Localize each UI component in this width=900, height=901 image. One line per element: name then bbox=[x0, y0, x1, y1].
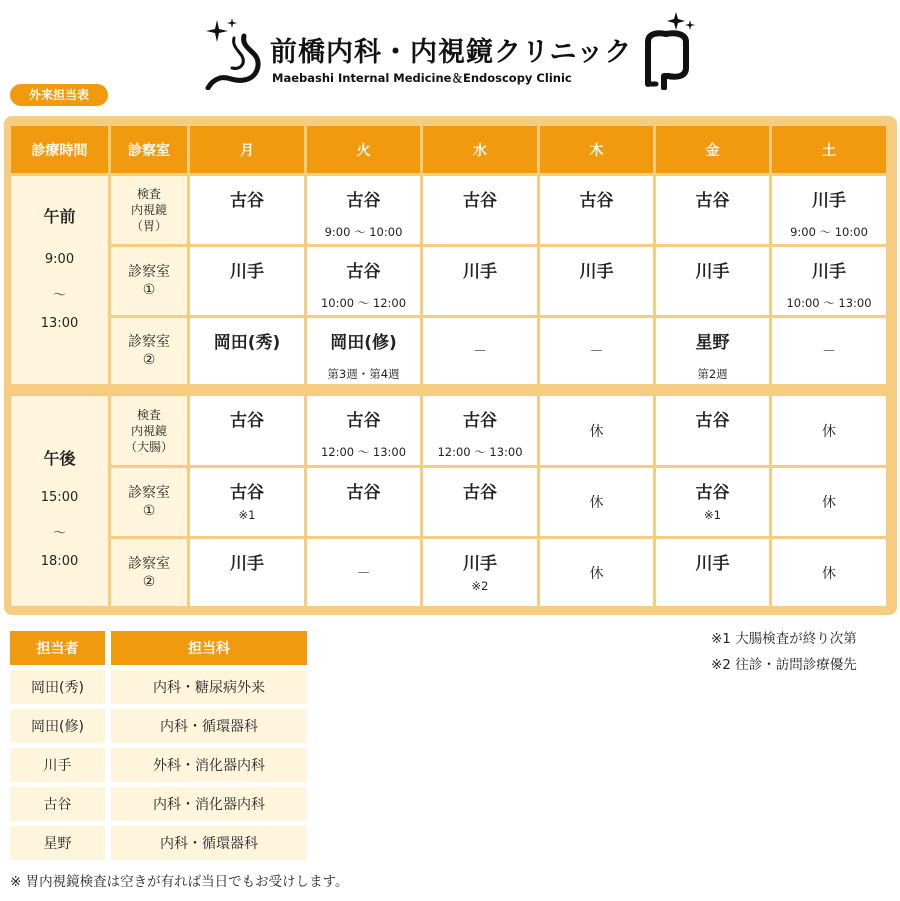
time-range: 第3週・第4週 bbox=[327, 367, 400, 381]
afternoon-period bbox=[11, 396, 108, 606]
room-label bbox=[111, 468, 187, 536]
morning-row2-sat bbox=[772, 247, 886, 315]
section-label: 外来担当表 bbox=[10, 84, 108, 106]
morning-room-1 bbox=[111, 176, 187, 244]
doctor-name: 川手 bbox=[230, 262, 264, 282]
header-day-mon: 月 bbox=[190, 126, 304, 173]
time-range: 9:00 ～ 10:00 bbox=[324, 225, 403, 239]
header-room: 診察室 bbox=[111, 126, 187, 173]
footnote-2: ※2 往診・訪問診療優先 bbox=[711, 657, 857, 673]
staff-dept: 内科・循環器科 bbox=[111, 709, 307, 743]
doctor-name: 古谷 bbox=[346, 262, 381, 282]
time-range: 12:00 ～ 13:00 bbox=[437, 445, 523, 459]
staff-dept: 外科・消化器内科 bbox=[111, 748, 307, 782]
clinic-name-english: Maebashi Internal Medicine＆Endoscopy Clinic bbox=[272, 71, 572, 85]
afternoon-row3-sat bbox=[772, 539, 886, 606]
afternoon-row3-wed bbox=[423, 539, 537, 606]
note-mark: ※1 bbox=[704, 508, 721, 522]
doctor-name: 川手 bbox=[579, 262, 614, 282]
staff-person: 古谷 bbox=[10, 787, 105, 821]
staff-header-dept: 担当科 bbox=[111, 631, 307, 665]
room-label bbox=[111, 539, 187, 606]
room-label bbox=[111, 176, 187, 244]
time-range: 10:00 ～ 12:00 bbox=[320, 296, 407, 310]
doctor-name: 古谷 bbox=[695, 483, 730, 503]
room-label-line: 検査 bbox=[136, 407, 161, 422]
footnote-1: ※1 大腸検査が終り次第 bbox=[711, 631, 857, 647]
morning-row1-mon bbox=[190, 176, 304, 244]
room-label-line: ① bbox=[142, 282, 156, 298]
doctor-name: 川手 bbox=[812, 191, 846, 211]
afternoon-row2-fri bbox=[656, 468, 769, 536]
morning-room-2 bbox=[111, 247, 187, 315]
afternoon-row2-thu bbox=[540, 468, 653, 536]
room-label-line: ② bbox=[142, 352, 156, 368]
morning-row1-wed bbox=[423, 176, 537, 244]
clinic-logo bbox=[200, 10, 700, 94]
morning-row3-mon bbox=[190, 318, 304, 384]
header-day-wed: 水 bbox=[423, 126, 537, 173]
time-range: 第2週 bbox=[697, 367, 728, 381]
staff-dept: 内科・糖尿病外来 bbox=[111, 670, 307, 704]
room-label-line: ② bbox=[142, 573, 156, 590]
staff-header-person: 担当者 bbox=[10, 631, 105, 665]
no-service-dash: － bbox=[473, 344, 487, 360]
afternoon-row2-mon bbox=[190, 468, 304, 536]
doctor-name: 古谷 bbox=[695, 191, 730, 211]
morning-row2-mon bbox=[190, 247, 304, 315]
doctor-name: 川手 bbox=[463, 262, 497, 282]
note-mark: ※1 bbox=[238, 508, 256, 522]
afternoon-row1-mon bbox=[190, 396, 304, 465]
footnote-bottom: ※ 胃内視鏡検査は空きが有れば当日でもお受けします。 bbox=[10, 874, 349, 890]
room-label-line: 診察室 bbox=[128, 485, 170, 501]
afternoon-row2-wed bbox=[423, 468, 537, 536]
afternoon-row1-tue bbox=[307, 396, 420, 465]
morning-row1-fri bbox=[656, 176, 769, 244]
doctor-name: 岡田(修) bbox=[330, 333, 397, 353]
room-label-line: 検査 bbox=[136, 187, 161, 201]
afternoon-label: 午後 bbox=[43, 449, 76, 468]
closed-label: 休 bbox=[822, 495, 836, 511]
morning-row2-fri bbox=[656, 247, 769, 315]
staff-person: 星野 bbox=[10, 826, 105, 860]
afternoon-row2-sat bbox=[772, 468, 886, 536]
morning-row3-fri bbox=[656, 318, 769, 384]
staff-dept: 内科・消化器内科 bbox=[111, 787, 307, 821]
afternoon-start: 15:00 bbox=[40, 490, 79, 505]
doctor-name: 古谷 bbox=[463, 191, 497, 211]
room-label-line: （大腸） bbox=[124, 439, 173, 454]
closed-label: 休 bbox=[589, 565, 604, 582]
doctor-name: 川手 bbox=[463, 554, 497, 574]
intestine-icon bbox=[638, 28, 696, 90]
stomach-icon bbox=[204, 32, 268, 90]
doctor-name: 古谷 bbox=[463, 483, 497, 503]
afternoon-row1-thu bbox=[540, 396, 653, 465]
afternoon-row3-mon bbox=[190, 539, 304, 606]
room-label-line: 内視鏡 bbox=[130, 203, 167, 217]
header-day-fri: 金 bbox=[656, 126, 769, 173]
afternoon-row3-fri bbox=[656, 539, 769, 606]
morning-row2-tue bbox=[307, 247, 420, 315]
doctor-name: 川手 bbox=[812, 262, 846, 282]
staff-person: 岡田(修) bbox=[10, 709, 105, 743]
morning-row3-thu bbox=[540, 318, 653, 384]
afternoon-row3-tue bbox=[307, 539, 420, 606]
room-label bbox=[111, 318, 187, 384]
doctor-name: 古谷 bbox=[230, 483, 264, 503]
room-label-line: ① bbox=[142, 503, 156, 519]
staff-dept: 内科・循環器科 bbox=[111, 826, 307, 860]
afternoon-room-1 bbox=[111, 396, 187, 465]
doctor-name: 古谷 bbox=[346, 411, 381, 431]
doctor-name: 岡田(秀) bbox=[213, 333, 281, 353]
afternoon-end: 18:00 bbox=[40, 554, 79, 569]
doctor-name: 古谷 bbox=[695, 411, 730, 431]
afternoon-row3-thu bbox=[540, 539, 653, 606]
room-label-line: 診察室 bbox=[128, 264, 170, 280]
room-label-line: 診察室 bbox=[128, 334, 170, 350]
doctor-name: 古谷 bbox=[230, 191, 264, 211]
afternoon-row1-fri bbox=[656, 396, 769, 465]
morning-period bbox=[11, 176, 108, 384]
afternoon-sep: ～ bbox=[52, 526, 66, 541]
staff-person: 川手 bbox=[10, 748, 105, 782]
afternoon-row2-tue bbox=[307, 468, 420, 536]
morning-sep: ～ bbox=[52, 288, 66, 303]
doctor-name: 星野 bbox=[695, 333, 730, 353]
morning-row3-tue bbox=[307, 318, 420, 384]
doctor-name: 古谷 bbox=[463, 411, 497, 431]
room-label-line: 診察室 bbox=[128, 555, 170, 572]
time-range: 12:00 ～ 13:00 bbox=[320, 445, 407, 459]
closed-label: 休 bbox=[822, 423, 836, 440]
time-range: 9:00 ～ 10:00 bbox=[790, 225, 868, 239]
afternoon-room-2 bbox=[111, 468, 187, 536]
note-mark: ※2 bbox=[471, 579, 489, 593]
morning-end: 13:00 bbox=[40, 316, 79, 331]
header-day-thu: 木 bbox=[540, 126, 653, 173]
room-label bbox=[111, 247, 187, 315]
morning-row1-thu bbox=[540, 176, 653, 244]
morning-label: 午前 bbox=[43, 207, 76, 226]
doctor-name: 川手 bbox=[695, 554, 730, 574]
header-day-tue: 火 bbox=[307, 126, 420, 173]
morning-start: 9:00 bbox=[44, 252, 75, 267]
doctor-name: 古谷 bbox=[579, 191, 614, 211]
doctor-name: 川手 bbox=[230, 554, 264, 574]
afternoon-room-3 bbox=[111, 539, 187, 606]
morning-room-3 bbox=[111, 318, 187, 384]
time-range: 10:00 ～ 13:00 bbox=[786, 296, 872, 310]
header-day-sat: 土 bbox=[772, 126, 886, 173]
closed-label: 休 bbox=[822, 565, 836, 582]
no-service-dash: － bbox=[589, 344, 604, 360]
staff-person: 岡田(秀) bbox=[10, 670, 105, 704]
closed-label: 休 bbox=[589, 423, 604, 440]
no-service-dash: － bbox=[356, 565, 371, 582]
doctor-name: 川手 bbox=[695, 262, 730, 282]
closed-label: 休 bbox=[589, 495, 604, 511]
room-label bbox=[111, 396, 187, 465]
morning-row1-sat bbox=[772, 176, 886, 244]
morning-row3-sat bbox=[772, 318, 886, 384]
doctor-name: 古谷 bbox=[230, 411, 264, 431]
doctor-name: 古谷 bbox=[346, 483, 381, 503]
morning-row1-tue bbox=[307, 176, 420, 244]
header-time: 診療時間 bbox=[11, 126, 108, 173]
morning-row3-wed bbox=[423, 318, 537, 384]
afternoon-row1-sat bbox=[772, 396, 886, 465]
afternoon-row1-wed bbox=[423, 396, 537, 465]
room-label-line: 内視鏡 bbox=[130, 423, 167, 438]
clinic-name: 前橋内科・内視鏡クリニック bbox=[270, 37, 633, 68]
morning-row2-thu bbox=[540, 247, 653, 315]
morning-row2-wed bbox=[423, 247, 537, 315]
doctor-name: 古谷 bbox=[346, 191, 381, 211]
room-label-line: （胃） bbox=[130, 219, 167, 233]
no-service-dash: － bbox=[822, 344, 836, 360]
